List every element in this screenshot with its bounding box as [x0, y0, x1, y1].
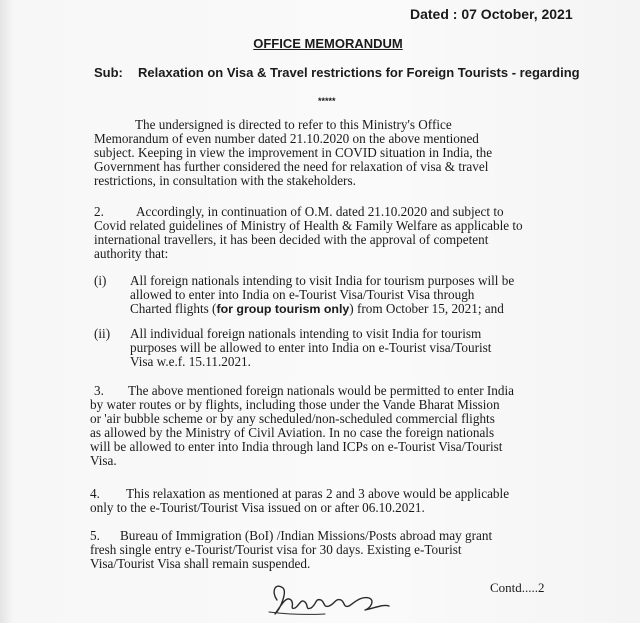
item-ii-line-2: purposes will be allowed to enter into India on e-Tourist visa/Tourist: [130, 340, 492, 355]
para3-line-1: The above mentioned foreign nationals would be permitted to enter India: [128, 383, 514, 398]
item-i-line-1: All foreign nationals intending to visit India for tourism purposes will be: [130, 273, 515, 288]
para4-number: 4.: [90, 486, 100, 501]
memo-title: OFFICE MEMORANDUM: [253, 36, 403, 51]
para2-number: 2.: [94, 204, 104, 219]
para2-line-4: authority that:: [94, 246, 169, 261]
para3-line-2: by water routes or by flights, including those under the Vande Bharat Mission: [90, 397, 500, 412]
item-i-line-3: [130, 302, 504, 316]
para1-line-2: Memorandum of even number dated 21.10.2020 on the above mentioned: [94, 131, 479, 146]
para5-line-3: Visa/Tourist Visa shall remain suspended.: [90, 556, 311, 571]
para1-line-3: subject. Keeping in view the improvement in COVID situation in India, the: [94, 145, 493, 160]
para1-line-4: Government has further considered the need for relaxation of visa & travel: [94, 159, 489, 174]
para5-number: 5.: [90, 528, 100, 543]
para1-line-5: restrictions, in consultation with the stakeholders.: [94, 173, 356, 188]
item-ii-line-1: All individual foreign nationals intending to visit India for tourism: [130, 326, 482, 341]
para3-line-3: or 'air bubble scheme or by any scheduled/non-scheduled commercial flights: [90, 411, 495, 426]
continued-marker: Contd.....2: [490, 580, 545, 595]
separator-stars: *****: [318, 96, 336, 106]
para4-line-1: This relaxation as mentioned at paras 2 and 3 above would be applicable: [126, 486, 510, 501]
para3-line-4: as allowed by the Ministry of Civil Aviation. In no case the foreign nationals: [90, 425, 495, 440]
para5-line-2: fresh single entry e-Tourist/Tourist visa for 30 days. Existing e-Tourist: [90, 542, 462, 557]
para3-line-5: will be allowed to enter into India through land ICPs on e-Tourist Visa/Tourist: [90, 439, 503, 454]
item-ii-line-3: Visa w.e.f. 15.11.2021.: [130, 354, 251, 369]
date-line: Dated : 07 October, 2021: [410, 6, 573, 22]
subject-label: Sub:: [94, 65, 123, 80]
para2-line-3: international travellers, it has been decided with the approval of competent: [94, 232, 489, 247]
item-i-bold-phrase: for group tourism only: [216, 302, 350, 316]
item-i-label: (i): [94, 273, 107, 288]
item-i-line-3-tail: ) from October 15, 2021; and: [349, 301, 504, 316]
para3-line-6: Visa.: [90, 453, 117, 468]
para2-line-1: Accordingly, in continuation of O.M. dated 21.10.2020 and subject to: [136, 204, 504, 219]
para2-line-2: Covid related guidelines of Ministry of Health & Family Welfare as applicable to: [94, 218, 523, 233]
item-ii-label: (ii): [94, 326, 111, 341]
subject-line: [94, 66, 584, 79]
item-i-line-2: allowed to enter into India on e-Tourist Visa/Tourist Visa through: [130, 287, 475, 302]
para4-line-2: only to the e-Tourist/Tourist Visa issued on or after 06.10.2021.: [90, 500, 425, 515]
subject-text: Relaxation on Visa & Travel restrictions for Foreign Tourists - regarding: [138, 65, 580, 80]
item-i-line-3-start: Charted flights (: [130, 301, 217, 316]
para1-line-1: The undersigned is directed to refer to this Ministry's Office: [135, 117, 452, 132]
para5-line-1: Bureau of Immigration (BoI) /Indian Missions/Posts abroad may grant: [120, 528, 493, 543]
handwritten-signature: [265, 578, 395, 618]
para3-number: 3.: [94, 383, 104, 398]
